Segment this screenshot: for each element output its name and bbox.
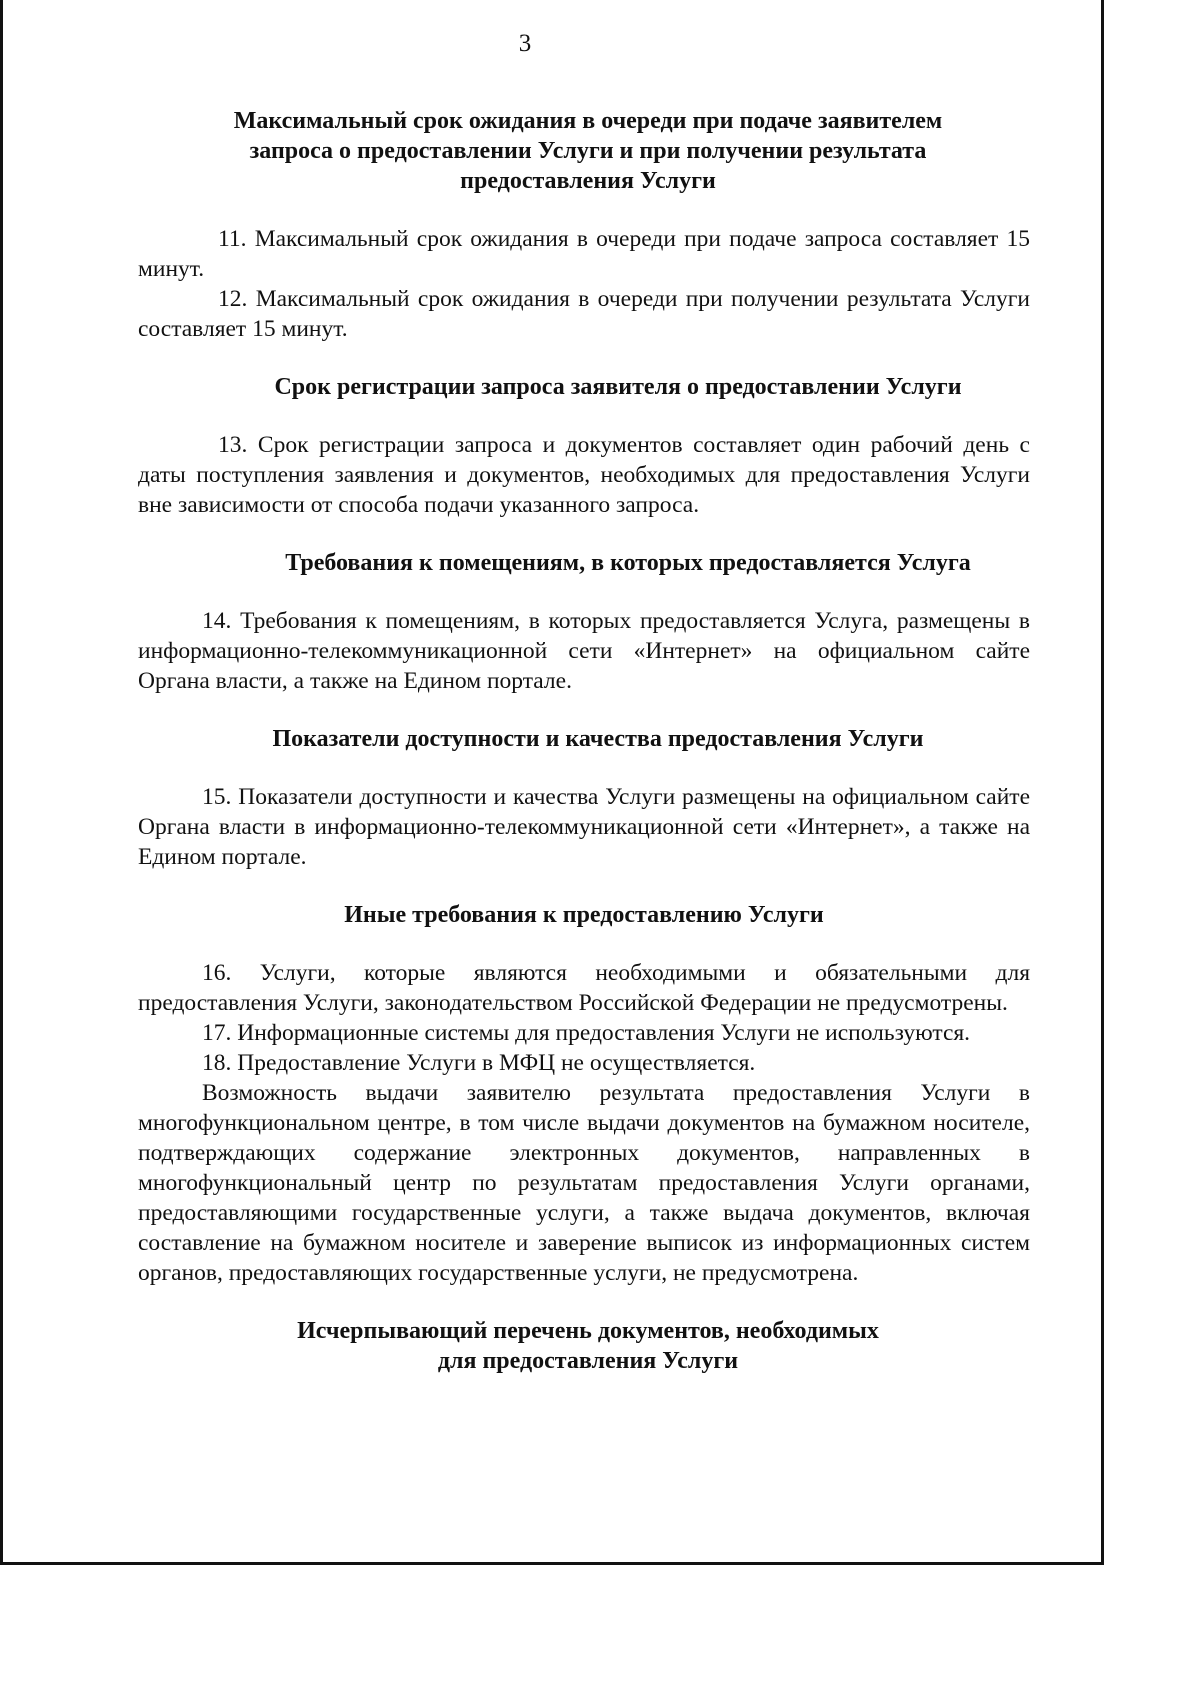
heading-line: Срок регистрации запроса заявителя о предоставлении Услуги (274, 374, 962, 400)
heading-line: Иные требования к предоставлению Услуги (344, 902, 824, 928)
section-heading-documents-list (198, 1316, 978, 1376)
heading-line: Максимальный срок ожидания в очереди при подаче заявителем (233, 108, 943, 134)
heading-line: запроса о предоставлении Услуги и при получении результата (249, 138, 927, 164)
paragraph-13: 13. Срок регистрации запроса и документов составляет один рабочий день с даты поступления заявления и документов, необходимых для предоставления Услуги вне зависимости от способа подачи указанного запроса. (138, 432, 1030, 518)
heading-line: для предоставления Услуги (437, 1348, 739, 1374)
paragraph-14: 14. Требования к помещениям, в которых предоставляется Услуга, размещены в информационно-телекоммуникационной сети «Интернет» на официальном сайте Органа власти, а также на Едином портале. (138, 608, 1030, 694)
heading-line: Требования к помещениям, в которых предоставляется Услуга (285, 550, 971, 576)
paragraph-mfc-note: Возможность выдачи заявителю результата предоставления Услуги в многофункциональном центре, в том числе выдачи документов на бумажном носителе, подтверждающих содержание электронных документов, направленных в многофункциональный центр по результатам предоставления Услуги органами, предоставляющими государственные услуги, а также выдача документов, включая составление на бумажном носителе и заверение выписок из информационных систем органов, предоставляющих государственные услуги, не предусмотрена. (138, 1080, 1030, 1286)
section-heading-registration (238, 372, 998, 402)
paragraph-17: 17. Информационные системы для предоставления Услуги не используются. (202, 1020, 971, 1046)
paragraph-16: 16. Услуги, которые являются необходимыми и обязательными для предоставления Услуги, законодательством Российской Федерации не предусмотрены. (138, 960, 1030, 1016)
heading-line: Исчерпывающий перечень документов, необходимых (297, 1318, 879, 1344)
section-heading-other-requirements (138, 900, 1030, 930)
section-heading-queue-time (198, 106, 978, 196)
heading-line: Показатели доступности и качества предоставления Услуги (272, 726, 924, 752)
paragraph-12: 12. Максимальный срок ожидания в очереди при получении результата Услуги составляет 15 минут. (138, 286, 1030, 342)
paragraph-18: 18. Предоставление Услуги в МФЦ не осуществляется. (202, 1050, 756, 1076)
document-body (138, 106, 1030, 1376)
heading-line: предоставления Услуги (460, 168, 716, 194)
section-heading-accessibility (218, 724, 978, 754)
section-heading-premises (248, 548, 1008, 578)
paragraph-11: 11. Максимальный срок ожидания в очереди при подаче запроса составляет 15 минут. (138, 226, 1030, 282)
page-number: 3 (518, 30, 532, 57)
paragraph-15: 15. Показатели доступности и качества Услуги размещены на официальном сайте Органа власти в информационно-телекоммуникационной сети «Интернет», а также на Едином портале. (138, 784, 1030, 870)
